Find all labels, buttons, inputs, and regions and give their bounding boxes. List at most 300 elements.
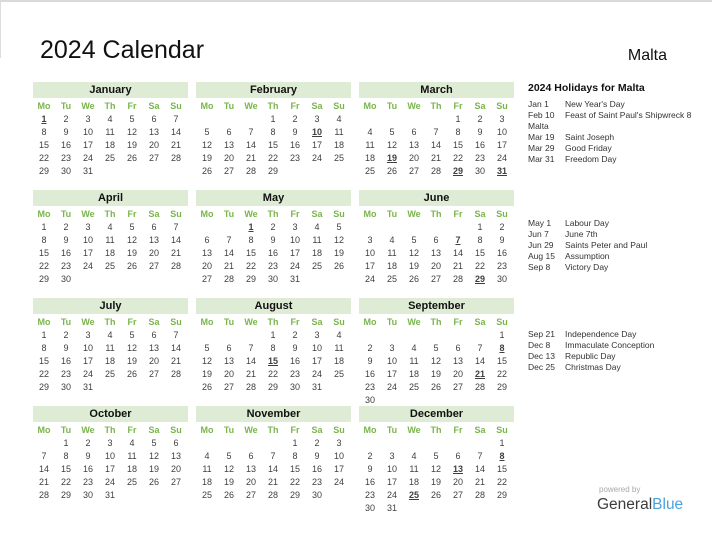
day-cell: 27 bbox=[408, 165, 419, 176]
day-cell: 27 bbox=[170, 476, 181, 487]
day-cell: 24 bbox=[386, 489, 397, 500]
day-cell: 30 bbox=[496, 273, 507, 284]
day-cell: 10 bbox=[333, 450, 344, 461]
day-cell: 9 bbox=[270, 234, 276, 245]
weekday-header: Fr bbox=[290, 100, 300, 111]
holiday-day-cell[interactable]: 15 bbox=[267, 355, 278, 366]
day-cell: 17 bbox=[386, 368, 397, 379]
empty-day-cell bbox=[381, 220, 403, 233]
empty-day-cell bbox=[165, 272, 187, 285]
day-cell: 3 bbox=[314, 329, 320, 340]
holiday-date: Feb 10 bbox=[528, 110, 555, 120]
empty-day-cell bbox=[447, 436, 469, 449]
day-cell: 1 bbox=[455, 113, 461, 124]
month-title: October bbox=[33, 406, 188, 422]
empty-day-cell bbox=[469, 328, 491, 341]
day-cell: 6 bbox=[455, 342, 461, 353]
day-cell: 12 bbox=[148, 450, 159, 461]
day-cell: 21 bbox=[38, 476, 49, 487]
empty-day-cell bbox=[359, 328, 381, 341]
holiday-name: Immaculate Conception bbox=[565, 340, 655, 350]
day-cell: 13 bbox=[148, 126, 159, 137]
holiday-day-cell[interactable]: 8 bbox=[499, 342, 505, 353]
holiday-entry bbox=[528, 99, 710, 110]
holiday-entry bbox=[528, 362, 710, 373]
day-cell: 26 bbox=[386, 165, 397, 176]
empty-day-cell bbox=[359, 220, 381, 233]
day-cell: 30 bbox=[60, 273, 71, 284]
month-title: January bbox=[33, 82, 188, 98]
day-cell: 26 bbox=[201, 165, 212, 176]
empty-day-cell bbox=[306, 164, 328, 177]
holiday-day-cell[interactable]: 1 bbox=[248, 221, 254, 232]
weekday-header: Tu bbox=[223, 100, 235, 111]
day-cell: 18 bbox=[126, 463, 137, 474]
weekday-header: Fr bbox=[453, 316, 463, 327]
footer-brand[interactable] bbox=[597, 486, 683, 513]
weekday-header: Th bbox=[267, 208, 279, 219]
day-cell: 2 bbox=[499, 221, 505, 232]
weekday-header: Mo bbox=[363, 316, 377, 327]
weekday-header: Fr bbox=[453, 100, 463, 111]
day-cell: 30 bbox=[364, 394, 375, 405]
day-cell: 13 bbox=[201, 247, 212, 258]
holiday-day-cell[interactable]: 10 bbox=[311, 126, 322, 137]
window-top-edge bbox=[0, 0, 712, 2]
holiday-entry bbox=[528, 262, 710, 273]
month-title: March bbox=[359, 82, 514, 98]
holiday-day-cell[interactable]: 25 bbox=[408, 489, 419, 500]
day-cell: 15 bbox=[496, 355, 507, 366]
month-october bbox=[33, 406, 188, 514]
holiday-name: Good Friday bbox=[565, 143, 612, 153]
holiday-day-cell[interactable]: 29 bbox=[474, 273, 485, 284]
day-cell: 5 bbox=[336, 221, 342, 232]
day-cell: 24 bbox=[104, 476, 115, 487]
day-cell: 12 bbox=[333, 234, 344, 245]
month-table bbox=[359, 99, 513, 177]
day-cell: 13 bbox=[148, 342, 159, 353]
day-cell: 22 bbox=[38, 152, 49, 163]
day-cell: 3 bbox=[336, 437, 342, 448]
weekday-header: Mo bbox=[37, 424, 51, 435]
holidays-panel bbox=[528, 82, 710, 372]
day-cell: 3 bbox=[389, 342, 395, 353]
empty-day-cell bbox=[240, 436, 262, 449]
day-cell: 22 bbox=[267, 368, 278, 379]
empty-day-cell bbox=[425, 220, 447, 233]
day-cell: 27 bbox=[430, 273, 441, 284]
day-cell: 19 bbox=[223, 476, 234, 487]
weekday-header: Mo bbox=[363, 424, 377, 435]
day-cell: 19 bbox=[430, 368, 441, 379]
weekday-header: Sa bbox=[148, 100, 160, 111]
day-cell: 31 bbox=[311, 381, 322, 392]
day-cell: 18 bbox=[104, 247, 115, 258]
day-cell: 3 bbox=[107, 437, 113, 448]
empty-day-cell bbox=[284, 164, 306, 177]
day-cell: 8 bbox=[292, 450, 298, 461]
empty-day-cell bbox=[359, 436, 381, 449]
weekday-header: Su bbox=[170, 208, 182, 219]
day-cell: 14 bbox=[170, 234, 181, 245]
region-label: Malta bbox=[627, 47, 667, 64]
holiday-day-cell[interactable]: 31 bbox=[496, 165, 507, 176]
month-january bbox=[33, 82, 188, 190]
month-title: September bbox=[359, 298, 514, 314]
day-cell: 2 bbox=[63, 329, 69, 340]
empty-day-cell bbox=[425, 501, 447, 514]
holiday-day-cell[interactable]: 19 bbox=[386, 152, 397, 163]
day-cell: 20 bbox=[223, 152, 234, 163]
day-cell: 25 bbox=[333, 368, 344, 379]
month-title: November bbox=[196, 406, 351, 422]
day-cell: 24 bbox=[289, 260, 300, 271]
day-cell: 27 bbox=[223, 381, 234, 392]
month-table bbox=[196, 207, 350, 285]
months-grid bbox=[33, 82, 514, 514]
day-cell: 12 bbox=[223, 463, 234, 474]
weekday-header: Sa bbox=[148, 316, 160, 327]
month-table bbox=[359, 423, 513, 514]
empty-day-cell bbox=[425, 393, 447, 406]
day-cell: 24 bbox=[82, 260, 93, 271]
weekday-header: We bbox=[81, 208, 95, 219]
holiday-date: Mar 19 bbox=[528, 132, 555, 142]
day-cell: 12 bbox=[408, 247, 419, 258]
day-cell: 12 bbox=[126, 234, 137, 245]
weekday-header: Tu bbox=[60, 424, 72, 435]
day-cell: 13 bbox=[223, 355, 234, 366]
day-cell: 3 bbox=[292, 221, 298, 232]
weekday-header: Sa bbox=[311, 208, 323, 219]
day-cell: 9 bbox=[292, 342, 298, 353]
weekday-header: Th bbox=[104, 424, 116, 435]
month-december bbox=[359, 406, 514, 514]
day-cell: 5 bbox=[433, 342, 439, 353]
weekday-header: Tu bbox=[223, 424, 235, 435]
day-cell: 29 bbox=[496, 489, 507, 500]
day-cell: 27 bbox=[148, 152, 159, 163]
day-cell: 30 bbox=[289, 381, 300, 392]
weekday-header: Fr bbox=[290, 208, 300, 219]
empty-day-cell bbox=[447, 393, 469, 406]
weekday-header: Su bbox=[333, 316, 345, 327]
day-cell: 11 bbox=[105, 234, 115, 245]
month-title: April bbox=[33, 190, 188, 206]
weekday-header: Sa bbox=[474, 100, 486, 111]
empty-day-cell bbox=[77, 272, 99, 285]
holiday-date: Jun 7 bbox=[528, 229, 549, 239]
weekday-header: We bbox=[81, 316, 95, 327]
weekday-header: Su bbox=[496, 424, 508, 435]
day-cell: 29 bbox=[267, 165, 278, 176]
weekday-header: Su bbox=[333, 424, 345, 435]
day-cell: 28 bbox=[452, 273, 463, 284]
day-cell: 8 bbox=[41, 126, 47, 137]
weekday-header: Fr bbox=[127, 424, 137, 435]
day-cell: 28 bbox=[245, 381, 256, 392]
day-cell: 5 bbox=[226, 450, 232, 461]
weekday-header: We bbox=[244, 208, 258, 219]
day-cell: 25 bbox=[104, 152, 115, 163]
day-cell: 4 bbox=[336, 329, 342, 340]
day-cell: 7 bbox=[41, 450, 47, 461]
day-cell: 23 bbox=[60, 152, 71, 163]
weekday-header: Mo bbox=[37, 208, 51, 219]
day-cell: 26 bbox=[333, 260, 344, 271]
day-cell: 23 bbox=[474, 152, 485, 163]
day-cell: 16 bbox=[289, 355, 300, 366]
empty-day-cell bbox=[425, 328, 447, 341]
day-cell: 4 bbox=[107, 329, 113, 340]
month-table bbox=[196, 423, 350, 501]
empty-day-cell bbox=[328, 272, 350, 285]
day-cell: 9 bbox=[477, 126, 483, 137]
holiday-day-cell[interactable]: 21 bbox=[474, 368, 485, 379]
day-cell: 19 bbox=[430, 476, 441, 487]
day-cell: 7 bbox=[173, 221, 179, 232]
day-cell: 16 bbox=[82, 463, 93, 474]
day-cell: 13 bbox=[408, 139, 419, 150]
day-cell: 6 bbox=[433, 234, 439, 245]
day-cell: 16 bbox=[364, 368, 375, 379]
day-cell: 10 bbox=[82, 234, 93, 245]
day-cell: 8 bbox=[270, 342, 276, 353]
day-cell: 4 bbox=[107, 113, 113, 124]
weekday-header: Tu bbox=[386, 316, 398, 327]
weekday-header: Su bbox=[170, 100, 182, 111]
weekday-header: Tu bbox=[60, 100, 72, 111]
day-cell: 5 bbox=[129, 113, 135, 124]
day-cell: 8 bbox=[477, 234, 483, 245]
holiday-day-cell[interactable]: 29 bbox=[452, 165, 463, 176]
empty-day-cell bbox=[469, 393, 491, 406]
day-cell: 6 bbox=[226, 342, 232, 353]
day-cell: 6 bbox=[411, 126, 417, 137]
month-table bbox=[359, 207, 513, 285]
day-cell: 7 bbox=[248, 342, 254, 353]
day-cell: 23 bbox=[496, 260, 507, 271]
holiday-entry bbox=[528, 132, 710, 143]
month-table bbox=[196, 315, 350, 393]
empty-day-cell bbox=[403, 112, 425, 125]
day-cell: 30 bbox=[311, 489, 322, 500]
empty-day-cell bbox=[328, 488, 350, 501]
holiday-name: Saint Joseph bbox=[565, 132, 615, 142]
day-cell: 23 bbox=[289, 368, 300, 379]
day-cell: 10 bbox=[289, 234, 300, 245]
day-cell: 15 bbox=[452, 139, 463, 150]
empty-day-cell bbox=[469, 436, 491, 449]
empty-day-cell bbox=[196, 112, 218, 125]
empty-day-cell bbox=[447, 328, 469, 341]
holidays-title: 2024 Holidays for Malta bbox=[528, 82, 645, 94]
day-cell: 2 bbox=[292, 329, 298, 340]
holiday-date: Mar 29 bbox=[528, 143, 555, 153]
month-title: August bbox=[196, 298, 351, 314]
day-cell: 8 bbox=[63, 450, 69, 461]
month-june bbox=[359, 190, 514, 298]
empty-day-cell bbox=[218, 436, 240, 449]
day-cell: 19 bbox=[333, 247, 344, 258]
empty-day-cell bbox=[425, 112, 447, 125]
month-may bbox=[196, 190, 351, 298]
day-cell: 11 bbox=[105, 342, 115, 353]
weekday-header: Th bbox=[267, 424, 279, 435]
empty-day-cell bbox=[381, 112, 403, 125]
day-cell: 17 bbox=[364, 260, 375, 271]
day-cell: 11 bbox=[365, 139, 375, 150]
day-cell: 6 bbox=[151, 221, 157, 232]
day-cell: 1 bbox=[41, 329, 47, 340]
day-cell: 17 bbox=[82, 355, 93, 366]
holiday-date: Dec 13 bbox=[528, 351, 555, 361]
day-cell: 4 bbox=[411, 342, 417, 353]
day-cell: 6 bbox=[151, 329, 157, 340]
day-cell: 18 bbox=[333, 139, 344, 150]
day-cell: 18 bbox=[408, 368, 419, 379]
holiday-name: Saints Peter and Paul bbox=[565, 240, 648, 250]
weekday-header: Th bbox=[267, 316, 279, 327]
day-cell: 23 bbox=[82, 476, 93, 487]
holiday-day-cell[interactable]: 1 bbox=[41, 113, 47, 124]
day-cell: 28 bbox=[170, 260, 181, 271]
day-cell: 28 bbox=[170, 368, 181, 379]
weekday-header: Tu bbox=[386, 100, 398, 111]
day-cell: 24 bbox=[364, 273, 375, 284]
day-cell: 20 bbox=[452, 368, 463, 379]
day-cell: 20 bbox=[170, 463, 181, 474]
day-cell: 13 bbox=[170, 450, 181, 461]
day-cell: 30 bbox=[82, 489, 93, 500]
empty-day-cell bbox=[447, 501, 469, 514]
day-cell: 25 bbox=[126, 476, 137, 487]
weekday-header: Sa bbox=[311, 100, 323, 111]
holiday-date: Jan 1 bbox=[528, 99, 549, 109]
day-cell: 11 bbox=[334, 342, 344, 353]
day-cell: 25 bbox=[104, 260, 115, 271]
day-cell: 28 bbox=[267, 489, 278, 500]
day-cell: 14 bbox=[452, 247, 463, 258]
day-cell: 11 bbox=[387, 247, 397, 258]
holiday-date: Mar 31 bbox=[528, 154, 555, 164]
day-cell: 22 bbox=[452, 152, 463, 163]
holiday-name: Republic Day bbox=[565, 351, 616, 361]
holiday-date: Sep 21 bbox=[528, 329, 555, 339]
day-cell: 16 bbox=[474, 139, 485, 150]
day-cell: 15 bbox=[38, 355, 49, 366]
holiday-day-cell[interactable]: 7 bbox=[455, 234, 461, 245]
month-table bbox=[33, 423, 187, 501]
holiday-entry bbox=[528, 154, 710, 165]
weekday-header: Tu bbox=[60, 208, 72, 219]
day-cell: 23 bbox=[289, 152, 300, 163]
day-cell: 17 bbox=[496, 139, 507, 150]
day-cell: 16 bbox=[60, 247, 71, 258]
day-cell: 30 bbox=[364, 502, 375, 513]
holiday-day-cell[interactable]: 13 bbox=[452, 463, 463, 474]
day-cell: 22 bbox=[38, 260, 49, 271]
weekday-header: We bbox=[407, 316, 421, 327]
day-cell: 28 bbox=[223, 273, 234, 284]
day-cell: 11 bbox=[312, 234, 322, 245]
empty-day-cell bbox=[165, 164, 187, 177]
day-cell: 23 bbox=[364, 381, 375, 392]
holiday-name: New Year's Day bbox=[565, 99, 625, 109]
empty-day-cell bbox=[262, 436, 284, 449]
day-cell: 30 bbox=[60, 165, 71, 176]
day-cell: 7 bbox=[477, 342, 483, 353]
day-cell: 25 bbox=[408, 381, 419, 392]
weekday-header: Mo bbox=[37, 100, 51, 111]
day-cell: 1 bbox=[477, 221, 483, 232]
day-cell: 22 bbox=[60, 476, 71, 487]
day-cell: 26 bbox=[126, 368, 137, 379]
month-july bbox=[33, 298, 188, 406]
day-cell: 15 bbox=[38, 247, 49, 258]
day-cell: 5 bbox=[389, 126, 395, 137]
day-cell: 9 bbox=[314, 450, 320, 461]
day-cell: 10 bbox=[104, 450, 115, 461]
empty-day-cell bbox=[328, 380, 350, 393]
day-cell: 2 bbox=[85, 437, 91, 448]
day-cell: 28 bbox=[430, 165, 441, 176]
empty-day-cell bbox=[491, 501, 513, 514]
day-cell: 14 bbox=[170, 342, 181, 353]
day-cell: 27 bbox=[245, 489, 256, 500]
day-cell: 4 bbox=[204, 450, 210, 461]
day-cell: 24 bbox=[386, 381, 397, 392]
weekday-header: Th bbox=[430, 316, 442, 327]
month-table bbox=[33, 99, 187, 177]
day-cell: 25 bbox=[364, 165, 375, 176]
day-cell: 8 bbox=[455, 126, 461, 137]
day-cell: 31 bbox=[386, 502, 397, 513]
holiday-date: Dec 8 bbox=[528, 340, 551, 350]
day-cell: 17 bbox=[333, 463, 344, 474]
day-cell: 24 bbox=[311, 368, 322, 379]
day-cell: 25 bbox=[311, 260, 322, 271]
empty-day-cell bbox=[196, 328, 218, 341]
day-cell: 3 bbox=[389, 450, 395, 461]
holiday-entry bbox=[528, 218, 710, 229]
day-cell: 17 bbox=[104, 463, 115, 474]
day-cell: 16 bbox=[60, 139, 71, 150]
weekday-header: Th bbox=[104, 100, 116, 111]
day-cell: 14 bbox=[267, 463, 278, 474]
empty-day-cell bbox=[218, 328, 240, 341]
month-september bbox=[359, 298, 514, 406]
day-cell: 4 bbox=[129, 437, 135, 448]
holiday-day-cell[interactable]: 8 bbox=[499, 450, 505, 461]
weekday-header: Sa bbox=[474, 208, 486, 219]
day-cell: 6 bbox=[226, 126, 232, 137]
weekday-header: Mo bbox=[200, 316, 214, 327]
weekday-header: Th bbox=[104, 208, 116, 219]
brand-blue: Blue bbox=[652, 496, 684, 513]
weekday-header: Sa bbox=[311, 424, 323, 435]
weekday-header: Tu bbox=[223, 208, 235, 219]
holiday-date: Sep 8 bbox=[528, 262, 551, 272]
day-cell: 3 bbox=[85, 329, 91, 340]
month-table bbox=[33, 315, 187, 393]
day-cell: 5 bbox=[129, 221, 135, 232]
weekday-header: Fr bbox=[290, 424, 300, 435]
weekday-header: Mo bbox=[200, 424, 214, 435]
day-cell: 21 bbox=[430, 152, 441, 163]
day-cell: 23 bbox=[267, 260, 278, 271]
